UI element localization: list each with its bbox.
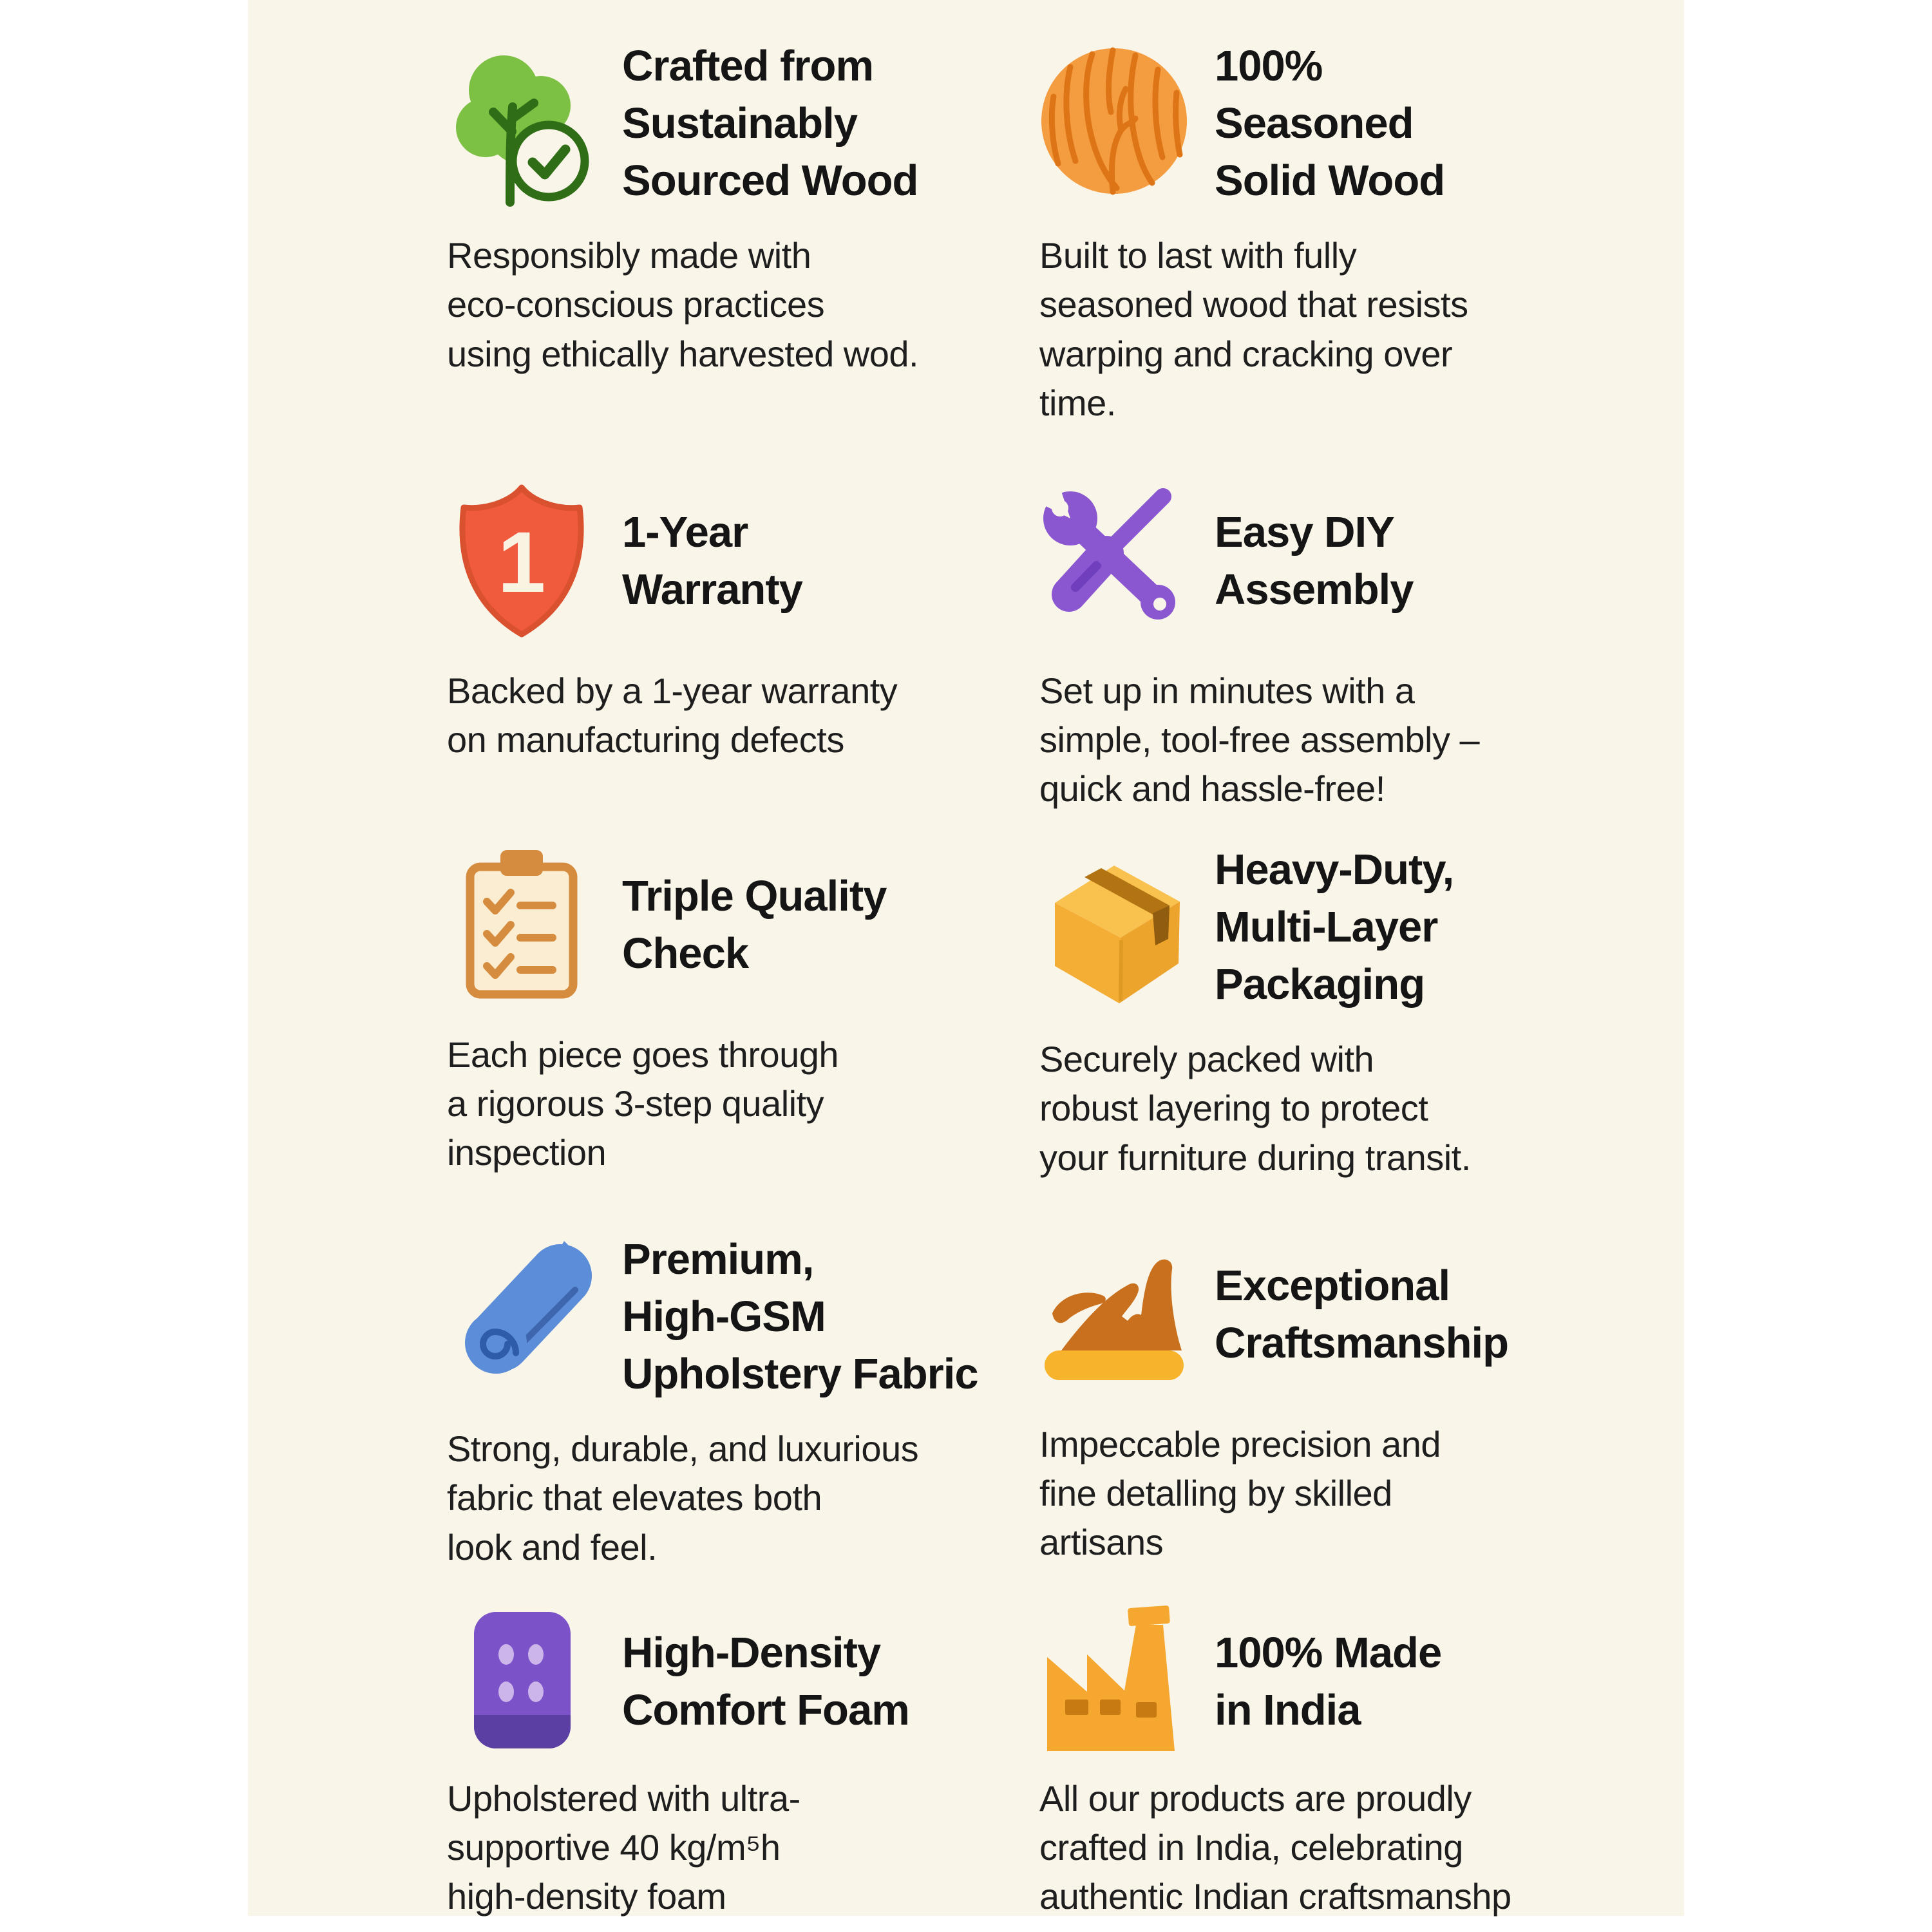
feature-title: [622, 504, 802, 618]
feature-description-line: a rigorous 3-step quality: [447, 1083, 824, 1124]
feature-title: [622, 1624, 909, 1739]
feature-card: [438, 477, 1030, 841]
feature-title: [1215, 1257, 1508, 1372]
package-box-icon: [1030, 844, 1198, 1011]
feature-description-line: robust layering to protect: [1039, 1088, 1428, 1129]
feature-description-line: authentic Indian craftsmanshp: [1039, 1876, 1511, 1917]
feature-header: [438, 37, 1030, 209]
foam-cushion-icon: [438, 1598, 605, 1765]
feature-description-line: seasoned wood that resists: [1039, 284, 1468, 325]
feature-description-line: crafted in India, celebrating: [1039, 1827, 1463, 1868]
feature-title-line: Easy DIY: [1215, 507, 1394, 556]
feature-card: [1030, 37, 1623, 477]
feature-title-line: Sourced Wood: [622, 156, 918, 205]
feature-title-line: High-GSM: [622, 1293, 826, 1341]
wood-grain-icon: [1030, 40, 1198, 207]
feature-title-line: in India: [1215, 1686, 1361, 1734]
feature-description: [447, 1774, 1030, 1921]
feature-title: [1215, 37, 1444, 209]
feature-header: [438, 841, 1030, 1009]
feature-header: [1030, 477, 1623, 645]
feature-title-line: Upholstery Fabric: [622, 1350, 978, 1399]
feature-description: [1039, 667, 1623, 813]
feature-title-line: Craftsmanship: [1215, 1319, 1509, 1367]
feature-description-line: eco-conscious practices: [447, 284, 825, 325]
feature-card: [1030, 841, 1623, 1231]
feature-description-line: Set up in minutes with a: [1039, 670, 1415, 711]
feature-description-line: high-density foam: [447, 1876, 726, 1917]
feature-description-line: on manufacturing defects: [447, 719, 844, 761]
feature-header: [1030, 1598, 1623, 1765]
feature-description-line: fine detalling by skilled: [1039, 1473, 1392, 1514]
shield-number: 1: [497, 515, 546, 611]
feature-description-line: using ethically harvested wod.: [447, 333, 919, 374]
feature-description-line: All our products are proudly: [1039, 1778, 1472, 1819]
feature-title-line: Seasoned: [1215, 99, 1414, 148]
feature-description-line: supportive 40 kg/m⁵h: [447, 1827, 781, 1868]
feature-title: [1215, 504, 1414, 618]
diy-tools-icon: [1030, 477, 1198, 645]
feature-title: [622, 1231, 978, 1403]
feature-card: [438, 37, 1030, 477]
feature-description-line: Each piece goes through: [447, 1034, 839, 1075]
features-grid: [438, 37, 1623, 1921]
feature-card: [438, 1231, 1030, 1598]
feature-description: [447, 1030, 1030, 1177]
feature-description-line: time.: [1039, 382, 1116, 423]
feature-description-line: Responsibly made with: [447, 235, 811, 276]
feature-title-line: Crafted from: [622, 42, 874, 90]
feature-title: [622, 37, 918, 209]
feature-description-line: Upholstered with ultra-: [447, 1778, 800, 1819]
feature-title-line: Packaging: [1215, 960, 1425, 1009]
feature-description: [447, 1425, 1030, 1571]
feature-title: [1215, 841, 1454, 1013]
factory-icon: [1030, 1598, 1198, 1765]
feature-description: [447, 667, 1030, 764]
feature-title-line: Multi-Layer: [1215, 903, 1438, 952]
feature-description: [447, 231, 1030, 378]
feature-description: [1039, 231, 1623, 428]
feature-title-line: Solid Wood: [1215, 156, 1445, 205]
feature-header: [438, 1598, 1030, 1765]
feature-title-line: Sustainably: [622, 99, 858, 148]
tree-check-icon: [438, 40, 605, 207]
feature-title-line: Exceptional: [1215, 1261, 1450, 1310]
feature-title-line: Triple Quality: [622, 871, 887, 920]
feature-header: [438, 477, 1030, 645]
feature-card: [1030, 1231, 1623, 1598]
wood-plane-icon: [1030, 1231, 1198, 1398]
feature-card: [1030, 477, 1623, 841]
feature-title-line: Comfort Foam: [622, 1686, 909, 1734]
feature-description: [1039, 1420, 1623, 1567]
feature-title-line: Premium,: [622, 1235, 814, 1283]
feature-description-line: your furniture during transit.: [1039, 1137, 1471, 1178]
feature-card: [438, 1598, 1030, 1921]
feature-description-line: inspection: [447, 1132, 607, 1173]
feature-card: [1030, 1598, 1623, 1921]
feature-title-line: High-Density: [622, 1628, 881, 1677]
feature-description-line: warping and cracking over: [1039, 333, 1453, 374]
feature-description-line: Built to last with fully: [1039, 235, 1357, 276]
feature-description-line: Securely packed with: [1039, 1039, 1374, 1080]
feature-description: [1039, 1774, 1623, 1921]
feature-title-line: 1-Year: [622, 507, 748, 556]
features-panel: [248, 0, 1684, 1916]
feature-header: [1030, 841, 1623, 1013]
feature-description-line: artisans: [1039, 1522, 1164, 1563]
feature-header: [1030, 37, 1623, 209]
fabric-roll-icon: [438, 1233, 605, 1401]
feature-header: [438, 1231, 1030, 1403]
feature-description-line: simple, tool-free assembly –: [1039, 719, 1480, 761]
feature-description-line: Backed by a 1-year warranty: [447, 670, 898, 711]
feature-description-line: Impeccable precision and: [1039, 1424, 1441, 1464]
feature-card: [438, 841, 1030, 1231]
feature-description: [1039, 1035, 1623, 1182]
feature-description-line: look and feel.: [447, 1526, 658, 1567]
feature-title-line: Assembly: [1215, 565, 1414, 614]
feature-header: [1030, 1231, 1623, 1398]
quality-checklist-icon: [438, 841, 605, 1009]
feature-title-line: 100% Made: [1215, 1628, 1442, 1677]
feature-title: [622, 867, 886, 982]
feature-title: [1215, 1624, 1441, 1739]
warranty-shield-icon: [438, 477, 605, 645]
feature-title-line: Heavy-Duty,: [1215, 846, 1454, 894]
feature-title-line: 100%: [1215, 42, 1323, 90]
feature-description-line: quick and hassle-free!: [1039, 768, 1385, 810]
feature-title-line: Warranty: [622, 565, 802, 614]
feature-description-line: fabric that elevates both: [447, 1477, 822, 1519]
feature-title-line: Check: [622, 929, 749, 978]
feature-description-line: Strong, durable, and luxurious: [447, 1428, 919, 1470]
